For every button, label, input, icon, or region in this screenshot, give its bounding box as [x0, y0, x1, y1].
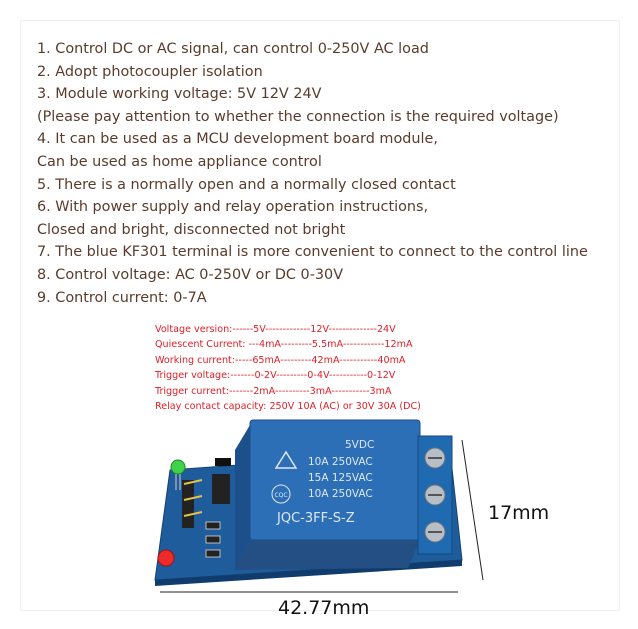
spec-line: Quiescent Current: ---4mA---------5.5mA------------12mA — [155, 339, 413, 351]
feature-line: 1. Control DC or AC signal, can control 0-250V AC load — [37, 41, 429, 57]
relay-led-red — [158, 550, 174, 566]
feature-line: 5. There is a normally open and a normally closed contact — [37, 176, 456, 193]
transistor — [215, 458, 231, 466]
spec-line: Working current:-----65mA---------42mA-----------40mA — [155, 354, 406, 366]
relay-label-cert: CQC — [274, 492, 288, 499]
feature-line: 8. Control voltage: AC 0-250V or DC 0-30V — [37, 266, 344, 283]
feature-line: 4. It can be used as a MCU development board module, — [37, 131, 438, 148]
feature-line: (Please pay attention to whether the connection is the required voltage) — [37, 108, 559, 125]
relay-bottom — [235, 540, 420, 570]
relay-module-illustration — [140, 410, 500, 595]
feature-list — [37, 38, 627, 309]
spec-table — [155, 322, 421, 414]
smd-resistor — [206, 522, 220, 529]
feature-line: 6. With power supply and relay operation instructions, — [37, 199, 429, 216]
power-led-green — [171, 460, 185, 474]
spec-line: Trigger voltage:-------0-2V---------0-4V-----------0-12V — [155, 370, 396, 382]
spec-line: Trigger current:-------2mA----------3mA-----------3mA — [155, 385, 392, 397]
feature-line: Can be used as home appliance control — [37, 153, 322, 170]
relay-label-rating3: 10A 250VAC — [308, 488, 373, 500]
height-dimension-label: 17mm — [488, 502, 550, 524]
relay-label-rating2: 15A 125VAC — [308, 472, 373, 484]
feature-line: Closed and bright, disconnected not bright — [37, 221, 346, 238]
optocoupler — [212, 474, 230, 504]
spec-line: Voltage version:------5V-------------12V--------------24V — [155, 324, 396, 335]
feature-line: 7. The blue KF301 terminal is more convenient to connect to the control line — [37, 244, 588, 261]
smd-resistor — [206, 550, 220, 557]
width-dimension-label: 42.77mm — [278, 597, 370, 619]
relay-label-voltage: 5VDC — [345, 439, 375, 451]
feature-line: 3. Module working voltage: 5V 12V 24V — [37, 86, 322, 103]
feature-line: 2. Adopt photocoupler isolation — [37, 63, 263, 80]
relay-label-rating1: 10A 250VAC — [308, 456, 373, 468]
smd-resistor — [206, 536, 220, 543]
spec-line: Relay contact capacity: 250V 10A (AC) or 30V 30A (DC) — [155, 401, 421, 413]
height-dimension-line — [462, 440, 483, 580]
relay-model: JQC-3FF-S-Z — [277, 511, 355, 526]
feature-line: 9. Control current: 0-7A — [37, 289, 207, 306]
header-pins — [182, 480, 194, 528]
